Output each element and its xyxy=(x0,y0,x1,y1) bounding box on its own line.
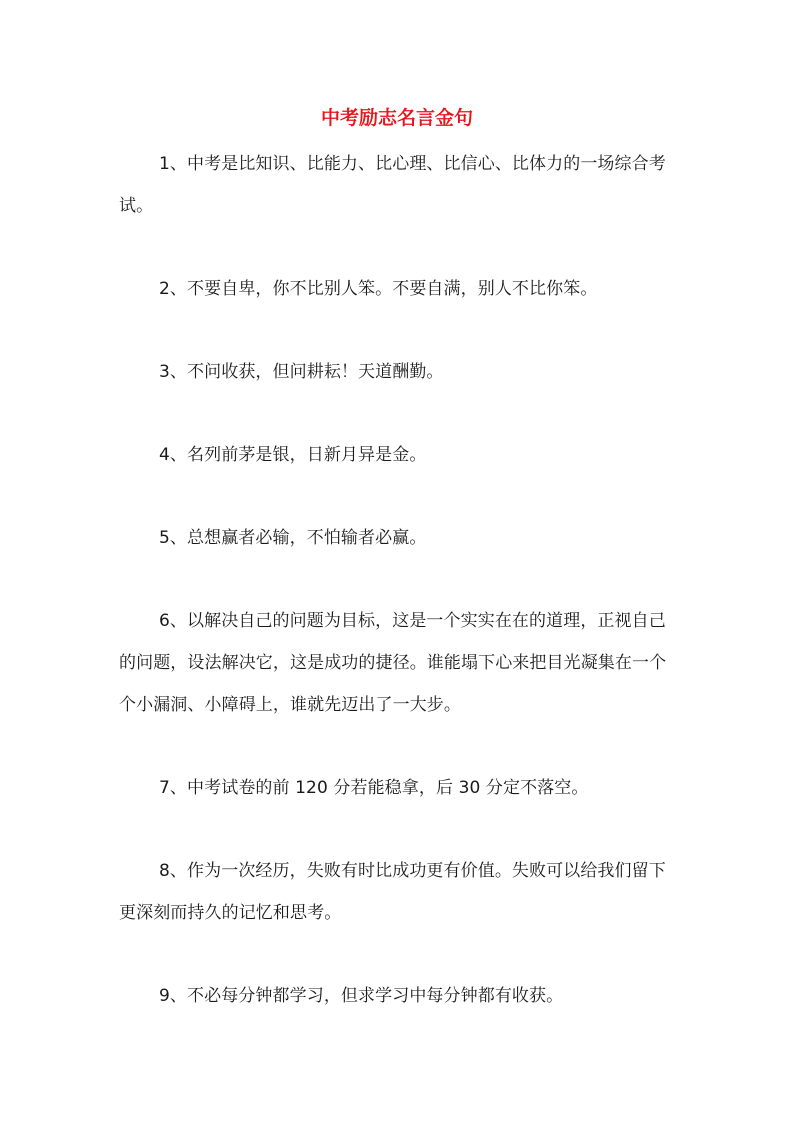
paragraph-4: 4、名列前茅是银，日新月异是金。 xyxy=(159,445,427,465)
paragraph-7: 7、中考试卷的前 120 分若能稳拿，后 30 分定不落空。 xyxy=(159,778,589,798)
paragraph-1: 1、中考是比知识、比能力、比心理、比信心、比体力的一场综合考试。 xyxy=(119,154,666,216)
paragraph-9: 9、不必每分钟都学习，但求学习中每分钟都有收获。 xyxy=(159,986,564,1006)
paragraph-3: 3、不问收获，但问耕耘！天道酬勤。 xyxy=(159,362,444,382)
paragraph-2: 2、不要自卑，你不比别人笨。不要自满，别人不比你笨。 xyxy=(159,279,598,299)
paragraph-8: 8、作为一次经历，失败有时比成功更有价值。失败可以给我们留下更深刻而持久的记忆和思考。 xyxy=(119,861,666,923)
paragraph-6: 6、以解决自己的问题为目标，这是一个实实在在的道理，正视自己的问题，设法解决它，这是成功的捷径。谁能塌下心来把目光凝集在一个个小漏洞、小障碍上，谁就先迈出了一大步。 xyxy=(119,611,667,715)
document-title: 中考励志名言金句 xyxy=(320,107,473,129)
document-body xyxy=(119,143,677,1058)
paragraph-5: 5、总想赢者必输，不怕输者必赢。 xyxy=(159,528,427,548)
